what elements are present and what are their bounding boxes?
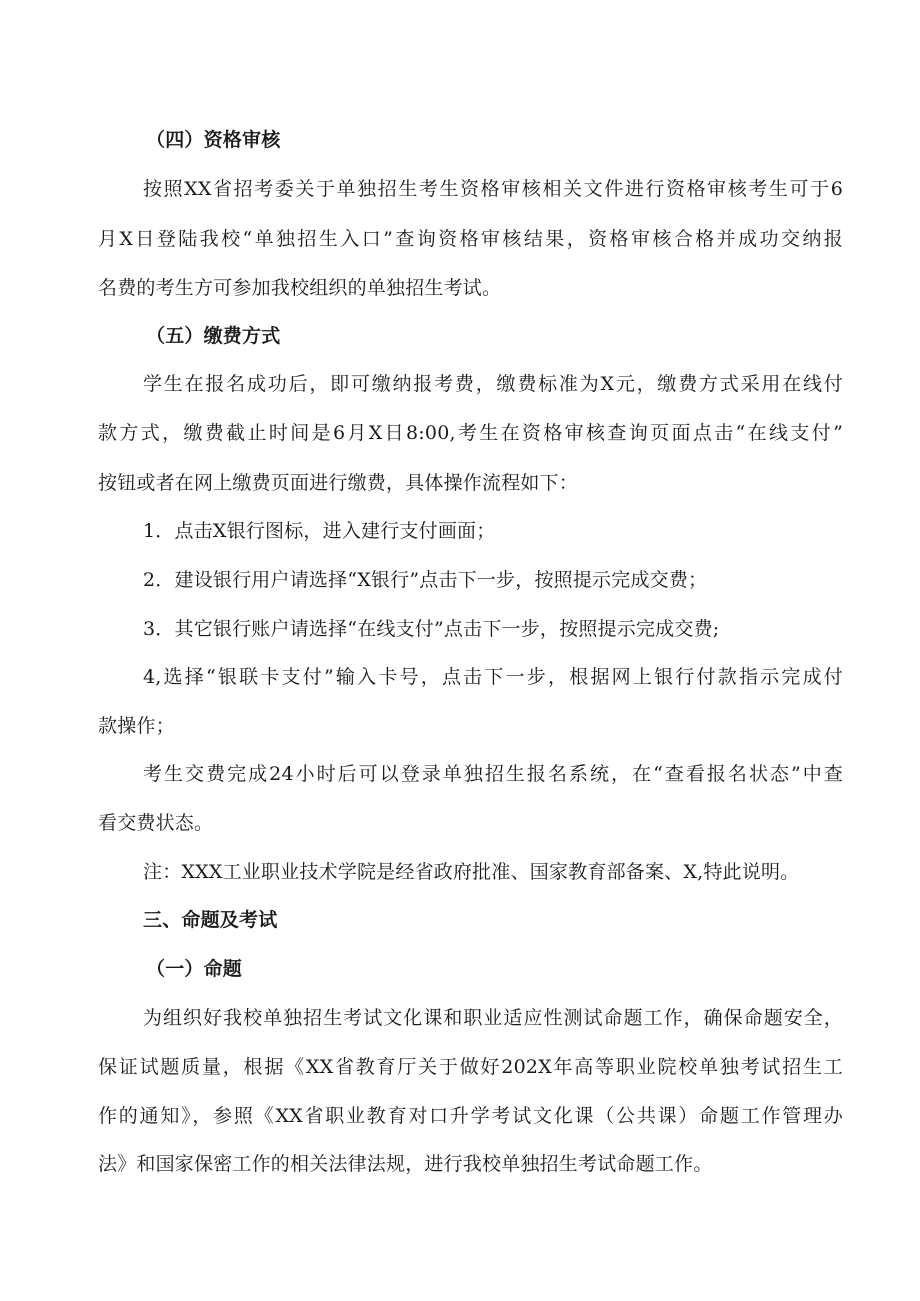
- paragraph-line: 月X日登陆我校“单独招生入口”查询资格审核结果，资格审核合格并成功交纳报: [98, 228, 843, 250]
- note-text: 注：XXX工业职业技术学院是经省政府批准、国家教育部备案、X,特此说明。: [143, 861, 800, 883]
- paragraph-line: 法》和国家保密工作的相关法律法规，进行我校单独招生考试命题工作。: [98, 1153, 713, 1175]
- step-4-line: 款操作；: [98, 715, 175, 737]
- heading-qualification-review: （四）资格审核: [146, 129, 281, 151]
- step-4-line: 4,选择“银联卡支付”输入卡号，点击下一步，根据网上银行付款指示完成付: [143, 666, 843, 688]
- paragraph-line: 按钮或者在网上缴费页面进行缴费，具体操作流程如下：: [98, 472, 579, 494]
- paragraph-line: 名费的考生方可参加我校组织的单独招生考试。: [98, 277, 502, 299]
- paragraph-line: 按照XX省招考委关于单独招生考生资格审核相关文件进行资格审核考生可于6: [143, 178, 843, 200]
- paragraph-line: 为组织好我校单独招生考试文化课和职业适应性测试命题工作，确保命题安全，: [143, 1007, 843, 1029]
- step-3: 3．其它银行账户请选择“在线支付”点击下一步，按照提示完成交费;: [143, 618, 720, 640]
- heading-question-setting: （一）命题: [146, 958, 243, 980]
- paragraph-line: 作的通知》，参照《XX省职业教育对口升学考试文化课（公共课）命题工作管理办: [98, 1105, 843, 1127]
- heading-section-three: 三、命题及考试: [143, 909, 278, 931]
- paragraph-line: 款方式，缴费截止时间是6月X日8:00,考生在资格审核查询页面点击“在线支付”: [98, 422, 843, 444]
- paragraph-line: 考生交费完成24小时后可以登录单独招生报名系统，在“查看报名状态”中查: [143, 763, 843, 785]
- paragraph-line: 保证试题质量，根据《XX省教育厅关于做好202X年高等职业院校单独考试招生工: [98, 1056, 843, 1078]
- paragraph-line: 看交费状态。: [98, 812, 214, 834]
- paragraph-line: 学生在报名成功后，即可缴纳报考费，缴费标准为X元，缴费方式采用在线付: [143, 373, 843, 395]
- heading-payment-method: （五）缴费方式: [146, 325, 281, 347]
- step-2: 2．建设银行用户请选择“X银行”点击下一步，按照提示完成交费；: [143, 569, 708, 591]
- step-1: 1．点击X银行图标，进入建行支付画面；: [143, 520, 496, 542]
